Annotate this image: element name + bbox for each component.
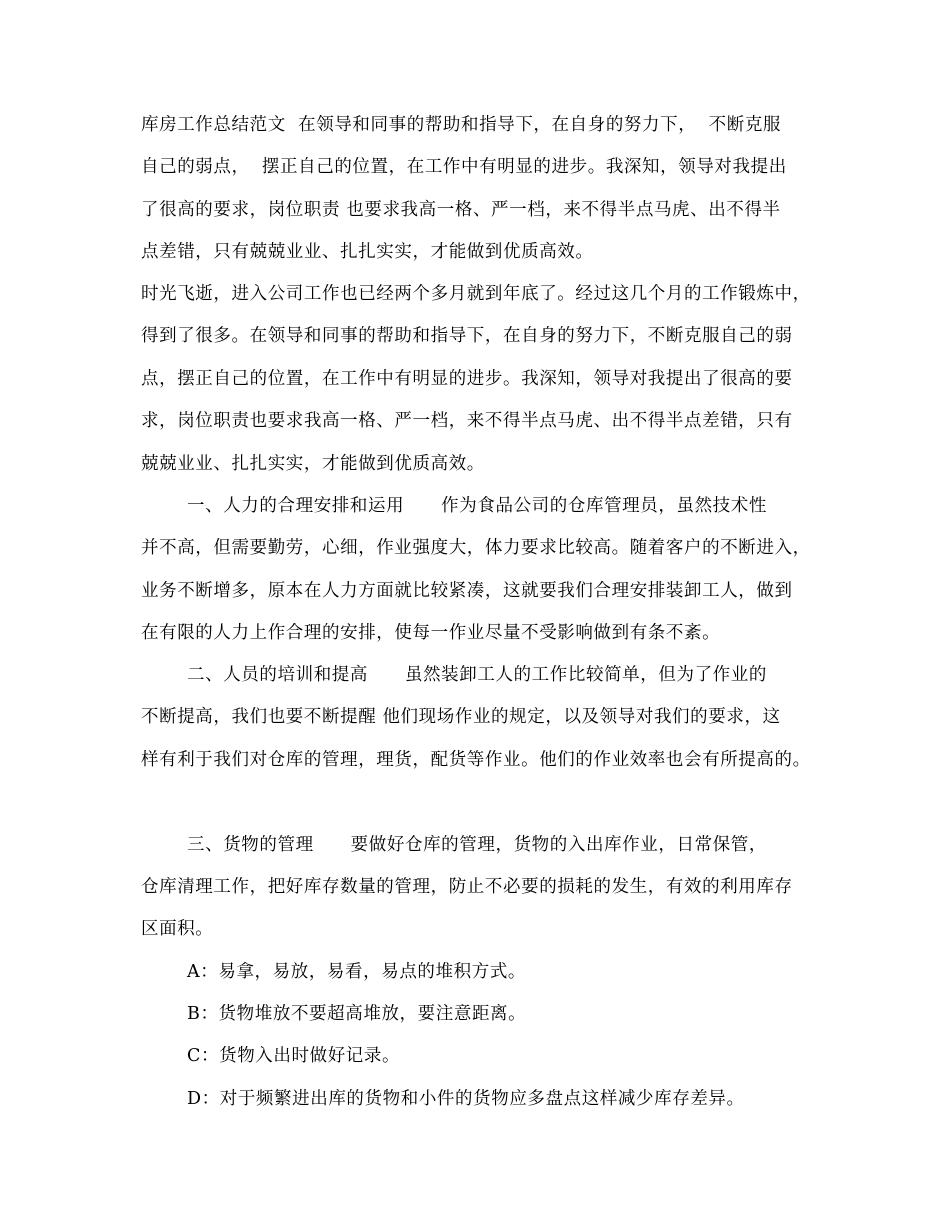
list-item: A：易拿，易放，易看，易点的堆积方式。 bbox=[187, 962, 527, 982]
text-line: 样有利于我们对仓库的管理，理货，配货等作业。他们的作业效率也会有所提高的。 bbox=[141, 750, 811, 770]
text-line: 在有限的人力上作合理的安排，使每一作业尽量不受影响做到有条不紊。 bbox=[141, 623, 721, 643]
text-line: 了很高的要求，岗位职责 也要求我高一格、严一档，来不得半点马虎、出不得半 bbox=[141, 200, 781, 220]
list-item: C：货物入出时做好记录。 bbox=[187, 1046, 401, 1066]
list-item: B：货物堆放不要超高堆放，要注意距离。 bbox=[187, 1004, 527, 1024]
text-line: 求，岗位职责也要求我高一格、严一档，来不得半点马虎、出不得半点差错，只有 bbox=[141, 411, 793, 431]
text-line: 业务不断增多，原本在人力方面就比较紧凑，这就要我们合理安排装卸工人，做到 bbox=[141, 581, 793, 601]
text-line: 不断提高，我们也要不断提醒 他们现场作业的规定，以及领导对我们的要求，这 bbox=[141, 707, 781, 727]
list-item: D：对于频繁进出库的货物和小件的货物应多盘点这样减少库存差异。 bbox=[187, 1089, 745, 1109]
text-line: 仓库清理工作，把好库存数量的管理，防止不必要的损耗的发生，有效的利用库存 bbox=[141, 877, 793, 897]
text-line: 时光飞逝，进入公司工作也已经两个多月就到年底了。经过这几个月的工作锻炼中， bbox=[141, 284, 811, 304]
section-heading-line: 二、人员的培训和提高 虽然装卸工人的工作比较简单，但为了作业的 bbox=[187, 665, 767, 685]
text-line: 区面积。 bbox=[141, 919, 214, 939]
text-line: 得到了很多。在领导和同事的帮助和指导下，在自身的努力下，不断克服自己的弱 bbox=[141, 326, 793, 346]
text-line: 点，摆正自己的位置，在工作中有明显的进步。我深知，领导对我提出了很高的要 bbox=[141, 369, 793, 389]
text-line: 自己的弱点， 摆正自己的位置，在工作中有明显的进步。我深知，领导对我提出 bbox=[141, 157, 787, 177]
section-heading-line: 一、人力的合理安排和运用 作为食品公司的仓库管理员，虽然技术性 bbox=[187, 496, 767, 516]
text-line: 并不高，但需要勤劳，心细，作业强度大，体力要求比较高。随着客户的不断进入， bbox=[141, 538, 811, 558]
text-line: 兢兢业业、扎扎实实，才能做到优质高效。 bbox=[141, 454, 485, 474]
text-line: 点差错，只有兢兢业业、扎扎实实，才能做到优质高效。 bbox=[141, 242, 594, 262]
text-line: 库房工作总结范文 在领导和同事的帮助和指导下，在自身的努力下， 不断克服 bbox=[141, 115, 782, 135]
section-heading-line: 三、货物的管理 要做好仓库的管理，货物的入出库作业，日常保管， bbox=[187, 835, 767, 855]
